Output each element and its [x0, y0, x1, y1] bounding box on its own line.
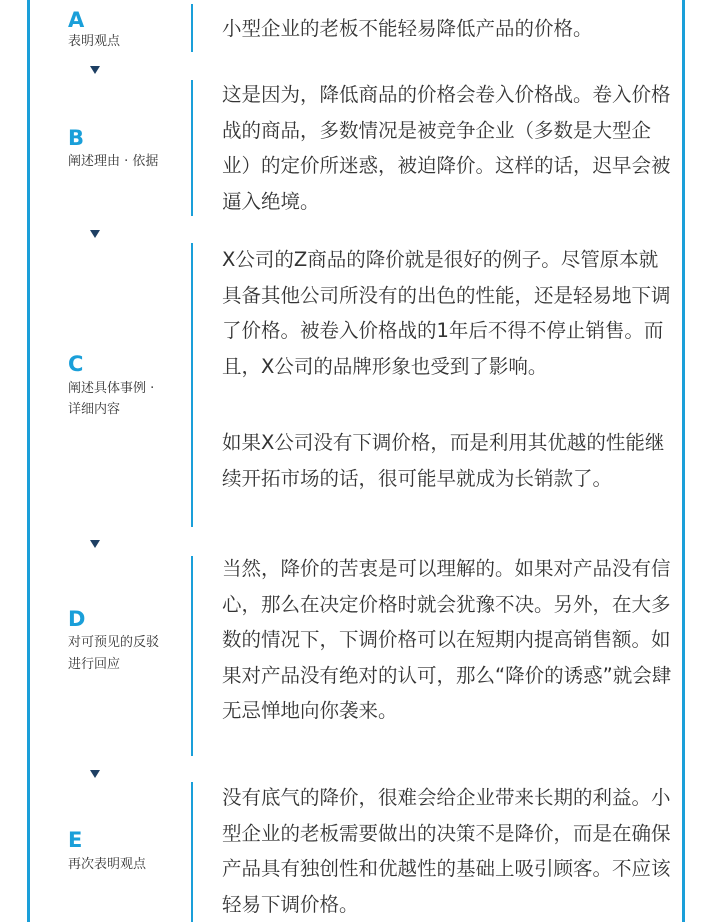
step-e-divider [191, 782, 193, 922]
step-d-text: 当然，降价的苦衷是可以理解的。如果对产品没有信心，那么在决定价格时就会犹豫不决。另外，在大多数的情况下，下调价格可以在短期内提高销售额。如果对产品没有绝对的认可，那么“降价的诱惑”就会肆无忌惮地向你袭来。 [222, 557, 672, 722]
step-c-label-line1: 阐述具体事例 · [68, 381, 155, 396]
step-e-text: 没有底气的降价，很难会给企业带来长期的利益。小型企业的老板需要做出的决策不是降价，而是在确保产品具有独创性和优越性的基础上吸引顾客。不应该轻易下调价格。 [222, 786, 671, 916]
step-d-divider [191, 556, 193, 756]
step-c-label-line2: 详细内容 [68, 402, 121, 417]
step-b-label: 阐述理由 · 依据 [68, 154, 159, 169]
step-e-letter: E [68, 828, 83, 852]
step-a-label: 表明观点 [68, 34, 121, 49]
step-a-letter: A [68, 8, 85, 32]
step-d-letter: D [68, 607, 86, 631]
step-e-label: 再次表明观点 [68, 857, 147, 872]
frame-left-border [27, 0, 30, 922]
step-a-divider [191, 4, 193, 52]
arrow-down-icon [90, 770, 100, 778]
arrow-down-icon [90, 540, 100, 548]
step-b-divider [191, 80, 193, 216]
step-c-text-1: X公司的Z商品的降价就是很好的例子。尽管原本就具备其他公司所没有的出色的性能，还是轻易地下调了价格。被卷入价格战的1年后不得不停止销售。而且，X公司的品牌形象也受到了影响。 [222, 248, 671, 378]
frame-right-border [682, 0, 685, 922]
arrow-down-icon [90, 230, 100, 238]
step-c-letter: C [68, 352, 84, 376]
step-d-label-line1: 对可预见的反驳 [68, 635, 160, 650]
step-c-divider [191, 243, 193, 527]
step-a-text: 小型企业的老板不能轻易降低产品的价格。 [222, 17, 593, 40]
arrow-down-icon [90, 66, 100, 74]
step-b-text: 这是因为，降低商品的价格会卷入价格战。卷入价格战的商品，多数情况是被竞争企业（多数是大型企业）的定价所迷惑，被迫降价。这样的话，迟早会被逼入绝境。 [222, 83, 671, 213]
step-c-text-2: 如果X公司没有下调价格，而是利用其优越的性能继续开拓市场的话，很可能早就成为长销款了。 [222, 431, 665, 490]
step-d-label-line2: 进行回应 [68, 657, 121, 672]
step-b-letter: B [68, 126, 85, 150]
